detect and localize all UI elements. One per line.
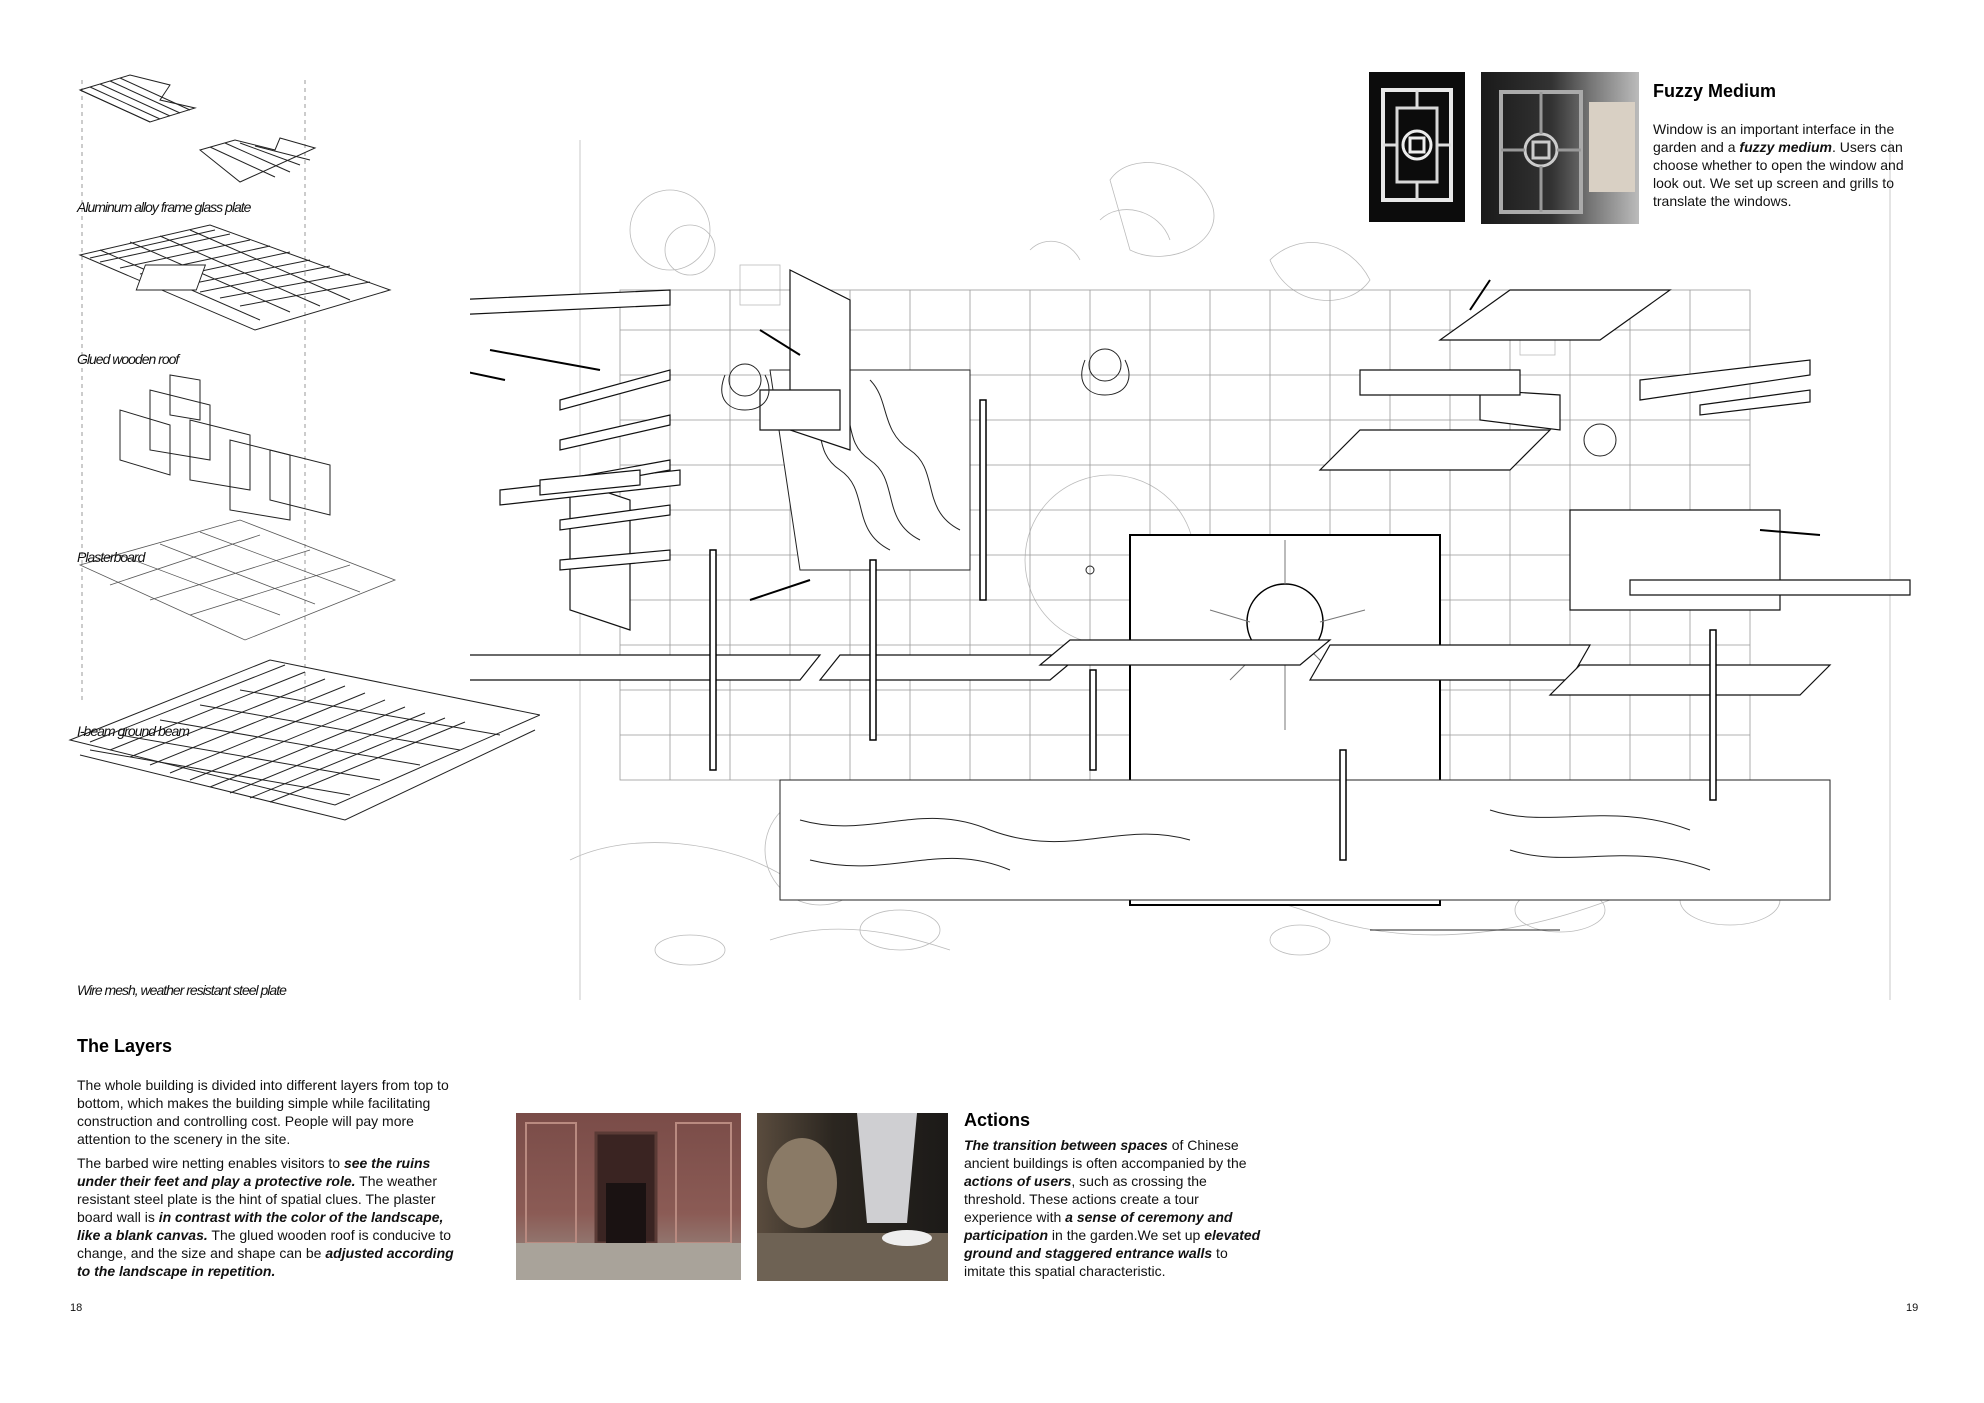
rich-run-em: adjusted according to the landscape in repetition. (77, 1245, 454, 1279)
fuzzy-medium-title: Fuzzy Medium (1653, 81, 1777, 101)
caption-wire-mesh: Wire mesh, weather resistant steel plate (77, 982, 286, 998)
rich-run: to imitate this spatial characteristic. (964, 1245, 1228, 1279)
rich-run: The barbed wire netting enables visitors to (77, 1155, 344, 1171)
rich-run: The weather resistant steel plate is the hint of spatial clues. The plaster board wall is (77, 1173, 437, 1225)
rich-run-em: see the ruins under their feet and play a protective role. (77, 1155, 431, 1189)
window-photo-lattice (1369, 72, 1465, 222)
fuzzy-medium-paragraph (1653, 120, 1933, 210)
rich-run-em: actions of users (964, 1173, 1072, 1189)
lattice-window-icon (1369, 72, 1465, 222)
actions-paragraph (964, 1136, 1264, 1280)
rich-run-em: fuzzy medium (1739, 139, 1832, 155)
rich-run: Window is an important interface in the garden and a (1653, 121, 1895, 155)
window-photo-garden (1481, 72, 1639, 224)
rich-run-em: The transition between spaces (964, 1137, 1168, 1153)
layers-title: The Layers (77, 1036, 173, 1056)
caption-wooden-roof: Glued wooden roof (77, 351, 179, 367)
rich-run: of Chinese ancient buildings is often accompanied by the (964, 1137, 1247, 1171)
rich-run-em: elevated ground and staggered entrance walls (964, 1227, 1261, 1261)
axonometric-plan-drawing (470, 140, 1950, 1000)
rich-run: . Users can choose whether to open the window and look out. We set up screen and grills to translate the windows. (1653, 139, 1904, 209)
caption-plasterboard: Plasterboard (77, 549, 145, 565)
page-number-left: 18 (70, 1302, 83, 1314)
rich-run: in the garden.We set up (1048, 1227, 1205, 1243)
caption-glass-plate: Aluminum alloy frame glass plate (77, 199, 251, 215)
rich-run-em: in contrast with the color of the landscape, like a blank canvas. (77, 1209, 444, 1243)
actions-title: Actions (964, 1110, 1031, 1130)
rich-run: , such as crossing the threshold. These actions create a tour experience with (964, 1173, 1207, 1225)
lattice-window-icon (1481, 72, 1639, 224)
layers-paragraph-1: The whole building is divided into different layers from top to bottom, which makes the building simple while facilitating construction and controlling cost. People will pay more attention to the scenery in the site. (77, 1077, 449, 1147)
doorway-icon (516, 1113, 741, 1280)
doorway-photo (516, 1113, 741, 1280)
caption-ground-beam: I-beam ground beam (77, 723, 189, 739)
rich-run-em: a sense of ceremony and participation (964, 1209, 1233, 1243)
layers-paragraph-2 (77, 1154, 457, 1280)
page-number-right: 19 (1906, 1302, 1919, 1314)
threshold-photo (757, 1113, 948, 1281)
rich-run: The glued wooden roof is conducive to change, and the size and shape can be (77, 1227, 452, 1261)
stone-lion-icon (757, 1113, 948, 1281)
